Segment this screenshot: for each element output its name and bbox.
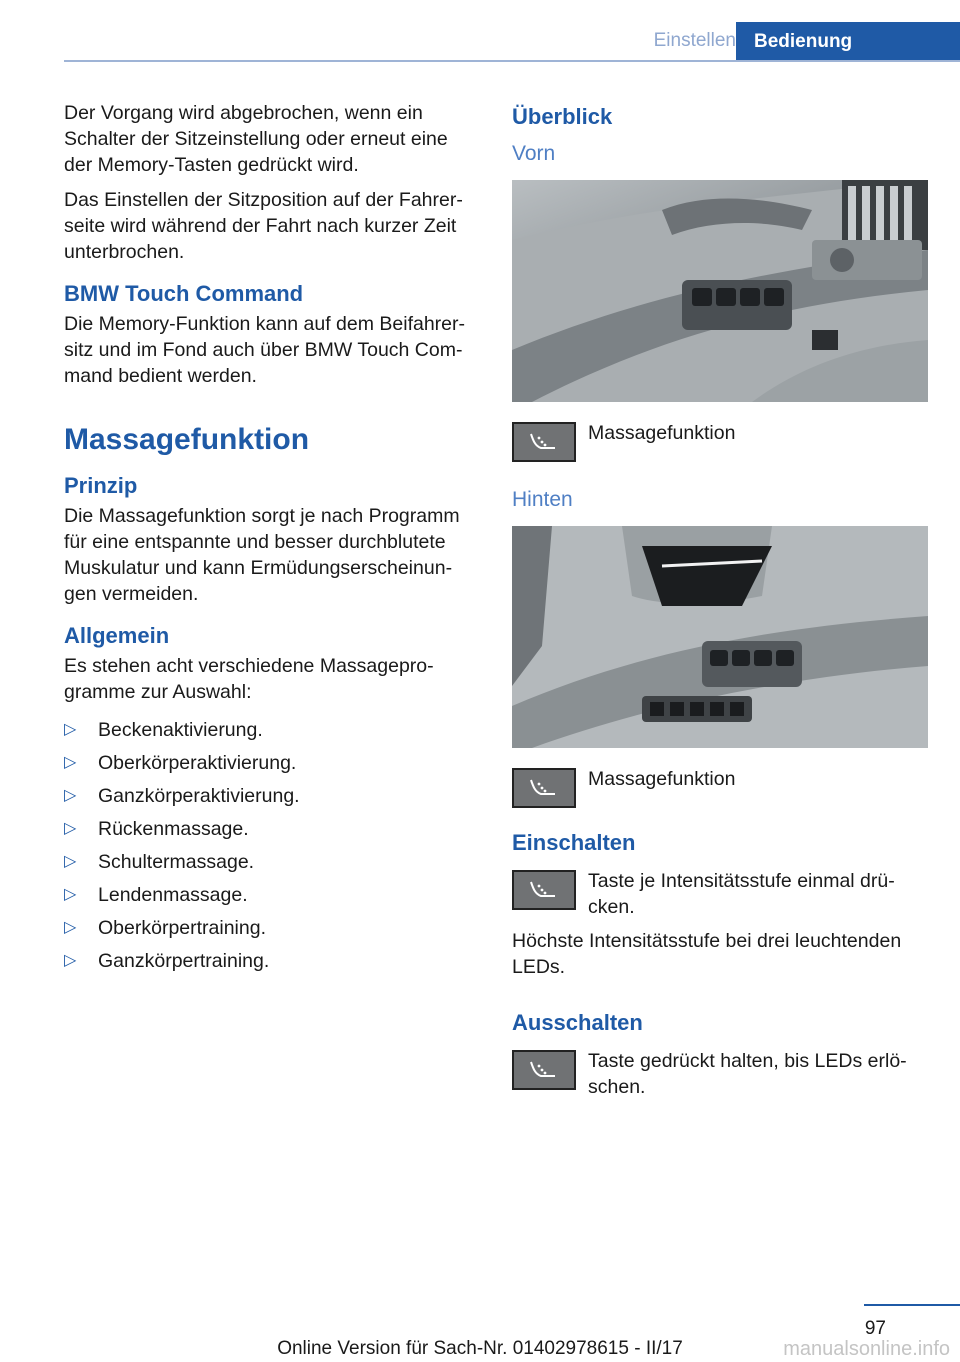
einschalten-instruction: Taste je Intensitätsstufe einmal drücken. [588,870,895,918]
triangle-bullet-icon: ▷ [64,919,77,936]
triangle-bullet-icon: ▷ [64,853,77,870]
heading-massagefunktion: Massagefunktion [64,423,310,456]
heading-einschalten: Einschalten [512,830,636,855]
list-item: ▷ Rückenmassage. [64,818,249,840]
list-item: ▷ Oberkörperaktivierung. [64,752,297,774]
icon-row-hinten [512,766,928,808]
heading-allgemein: Allgemein [64,623,170,648]
footer-divider [864,1304,960,1306]
tab-einstellen[interactable]: Einstellen [653,30,736,51]
paragraph-einschalten: Höchste Intensitätsstufe bei drei leuchtenden LEDs. [512,930,902,978]
heading-vorn: Vorn [512,142,556,165]
right-column [512,100,928,1108]
ausschalten-instruction: Taste gedrückt halten, bis LEDs erlöschen. [588,1050,907,1098]
triangle-bullet-icon: ▷ [64,754,77,771]
massage-seat-icon [512,870,576,910]
front-door-photo [512,180,928,402]
page-number: 97 [864,1318,886,1339]
paragraph-prinzip: Die Massagefunktion sorgt je nach Programm für eine entspannte und besser durchblutete Muskulatur und kann Ermüdungserscheinungen vermeiden. [64,505,460,605]
list-item: ▷ Lendenmassage. [64,884,248,906]
triangle-bullet-icon: ▷ [64,820,77,837]
tab-bedienung[interactable]: Bedienung [736,22,960,62]
triangle-bullet-icon: ▷ [64,787,77,804]
left-column [64,100,478,978]
caption-vorn: Massagefunktion [588,422,736,444]
heading-bmw-touch-command: BMW Touch Command [64,281,304,306]
triangle-bullet-icon: ▷ [64,721,77,738]
paragraph-touch-command: Die Memory-Funktion kann auf dem Beifahrersitz und im Fond auch über BMW Touch Command bedient werden. [64,313,466,387]
list-item: ▷ Ganzkörperaktivierung. [64,785,300,807]
watermark: manualsonline.info [783,1338,950,1360]
list-item: ▷ Beckenaktivierung. [64,719,263,741]
caption-hinten: Massagefunktion [588,768,736,790]
massage-seat-icon [512,768,576,808]
icon-row-einschalten [512,868,928,920]
rear-door-illustration [512,526,928,748]
program-list [64,714,478,978]
header-divider [64,60,960,62]
paragraph-abbruch: Der Vorgang wird abgebrochen, wenn ein Schalter der Sitzeinstellung oder erneut eine der Memory-Tasten gedrückt wird. [64,102,448,176]
massage-seat-icon [512,1050,576,1090]
online-version-note: Online Version für Sach-Nr. 01402978615 - II/17 [277,1338,683,1359]
page-header [64,22,960,62]
heading-hinten: Hinten [512,488,573,511]
rear-door-photo [512,526,928,748]
triangle-bullet-icon: ▷ [64,952,77,969]
heading-prinzip: Prinzip [64,473,138,498]
triangle-bullet-icon: ▷ [64,886,77,903]
front-door-illustration [512,180,928,402]
heading-ueberblick: Überblick [512,104,613,129]
paragraph-fahrerseite: Das Einstellen der Sitzposition auf der Fahrerseite wird während der Fahrt nach kurzer Zeit unterbrochen. [64,189,463,263]
list-item: ▷ Schultermassage. [64,851,255,873]
heading-ausschalten: Ausschalten [512,1010,643,1035]
icon-row-ausschalten [512,1048,928,1100]
list-item: ▷ Ganzkörpertraining. [64,950,270,972]
paragraph-allgemein: Es stehen acht verschiedene Massageprogramme zur Auswahl: [64,655,434,703]
icon-row-vorn [512,420,928,462]
list-item: ▷ Oberkörpertraining. [64,917,266,939]
massage-seat-icon [512,422,576,462]
